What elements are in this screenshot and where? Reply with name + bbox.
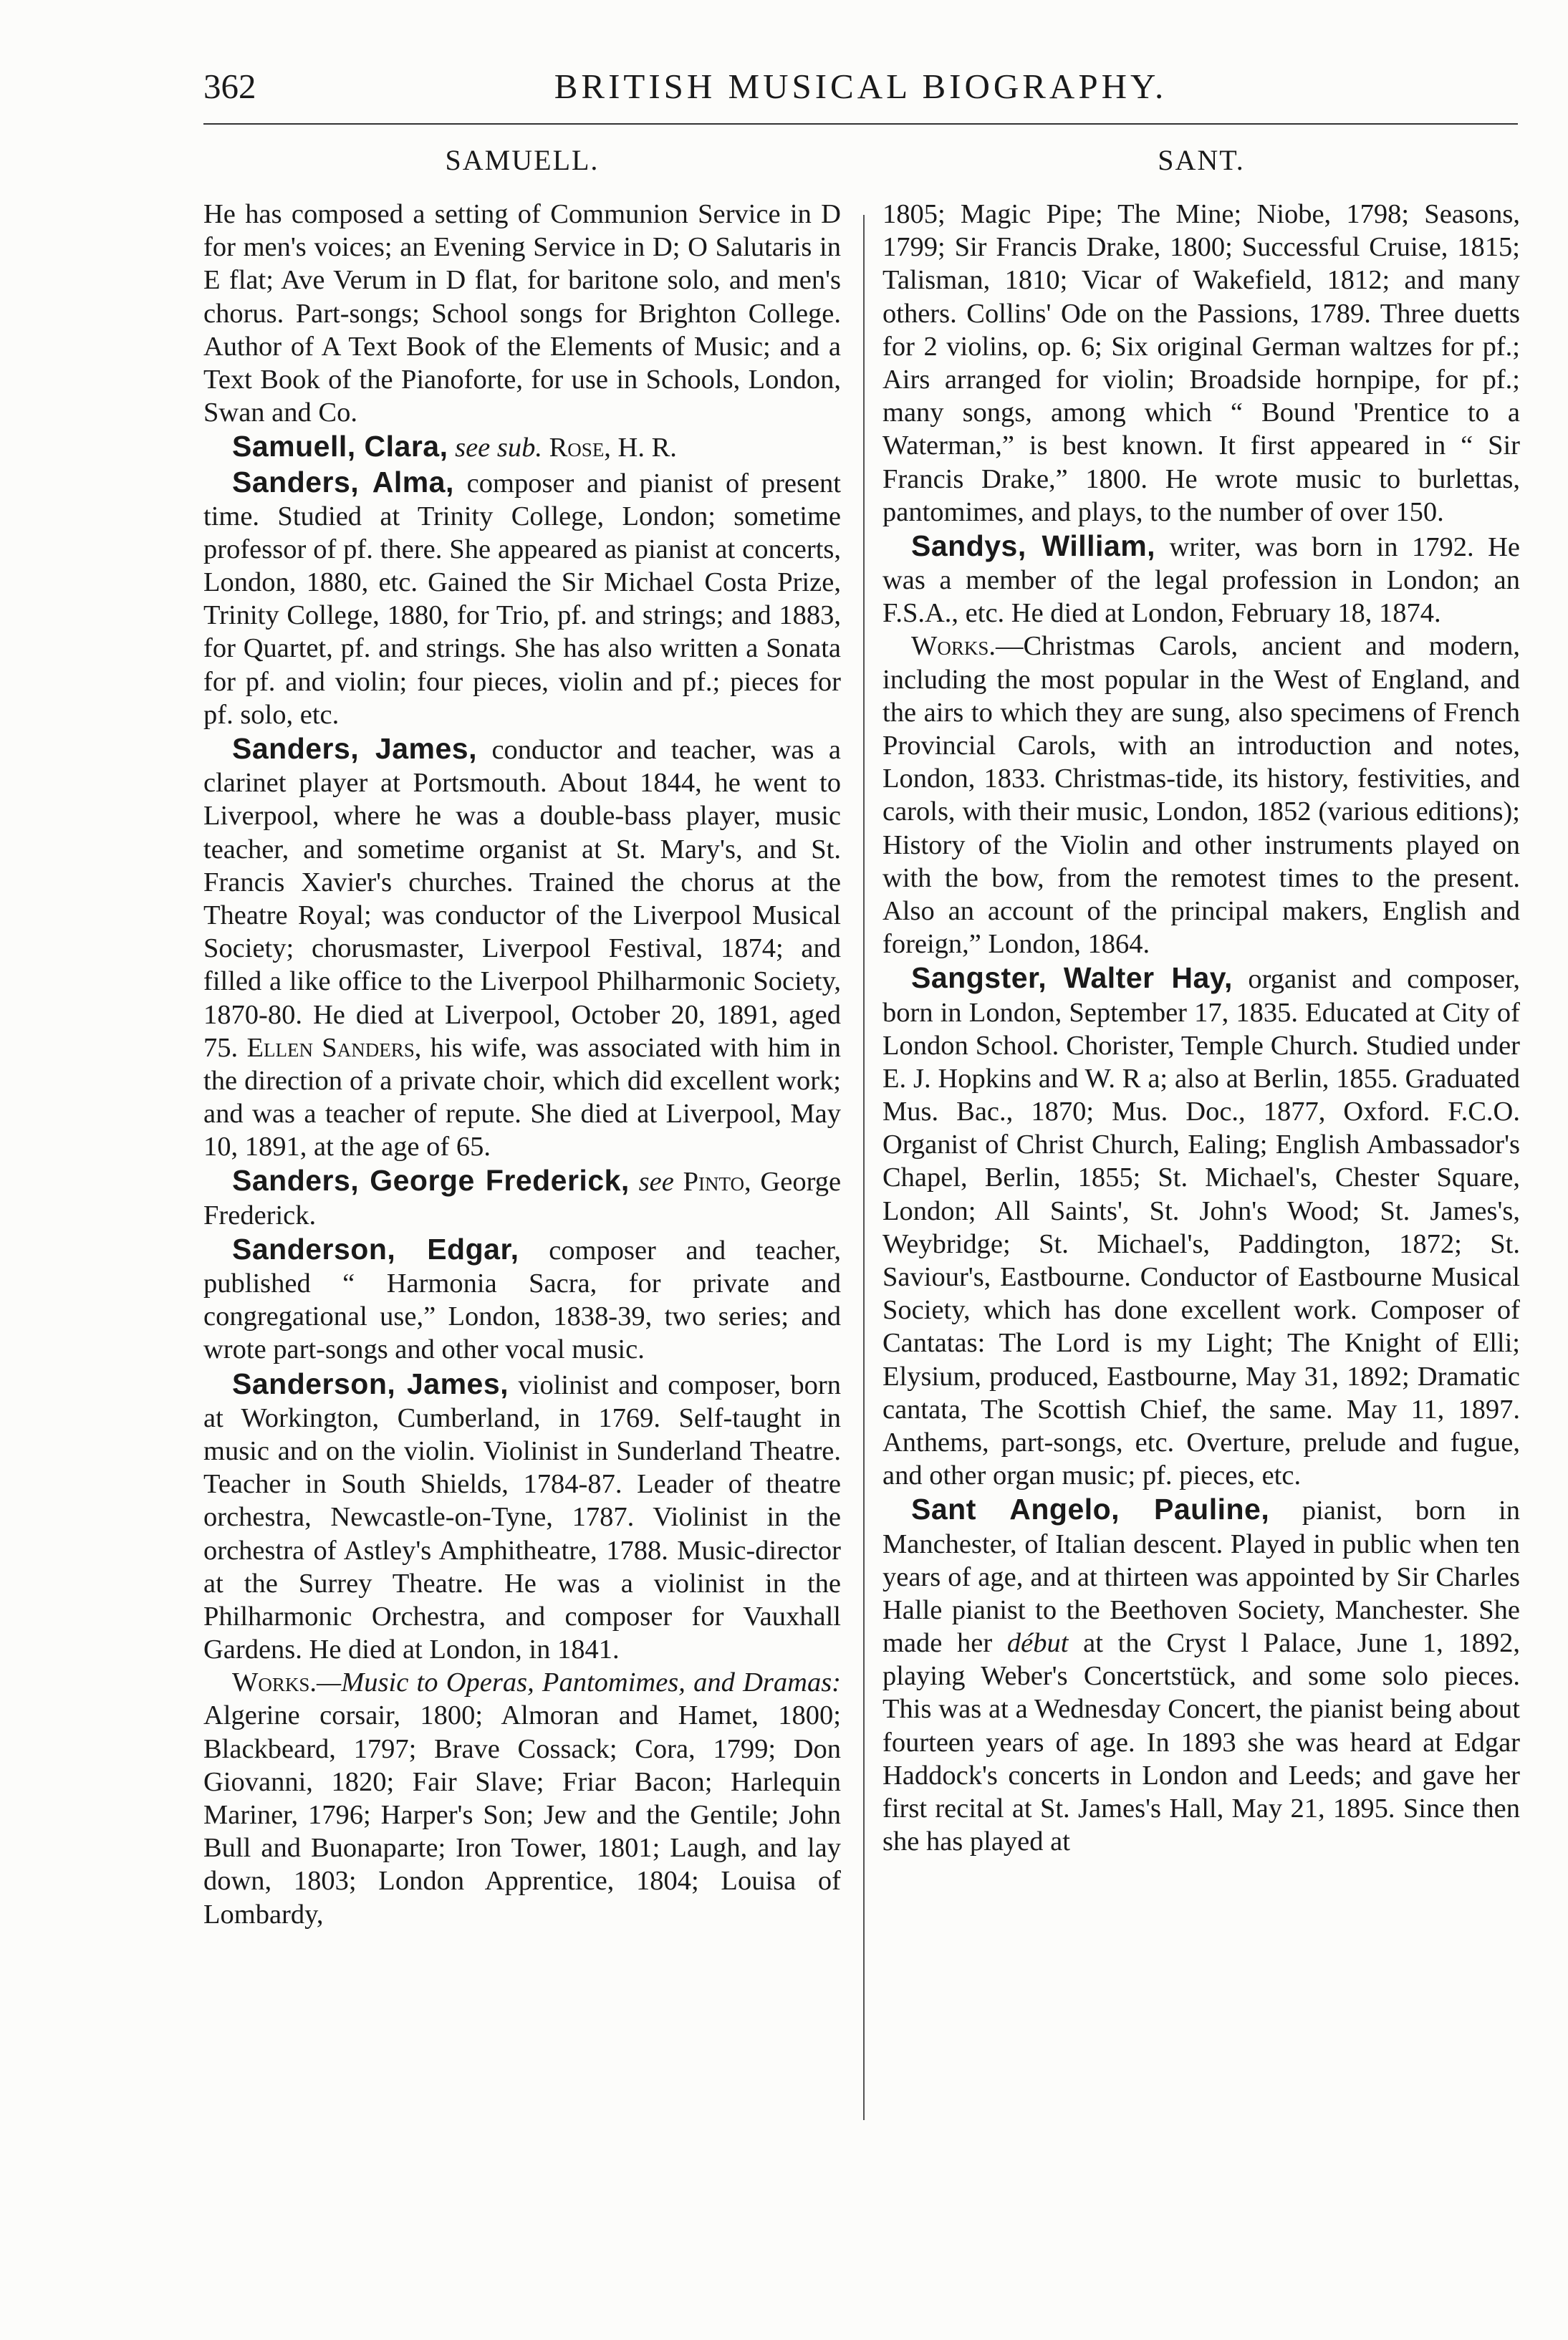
entry-sanders-james <box>203 731 841 1163</box>
entry-text: organist and composer, born in London, September 17, 1835. Educated at City of London School. Chorister, Temple Church. Studied under E. J. Hopkins and W. R a; also at Berlin, 1855. Graduated Mus. Bac., 1870; Mus. Doc., 1877, Oxford. F.C.O. Organist of Christ Church, Ealing; English Ambassador's Chapel, Berlin, 1855; St. Michael's, Chester Square, London; All Saints', St. John's Wood; St. James's, Weybridge; St. Michael's, Paddington, 1872; St. Saviour's, Eastbourne. Conductor of Eastbourne Musical Society, which has done excellent work. Composer of Cantatas: The Lord is my Light; The Knight of Elli; Elysium, produced, Eastbourne, May 31, 1892; Dramatic cantata, The Scottish Chief, the same. May 11, 1897. Anthems, part-songs, etc. Overture, prelude and fugue, and other organ music; pf. pieces, etc. <box>882 964 1520 1491</box>
continued-entry-text: He has composed a setting of Communion Service in D for men's voices; an Evening Service in D; O Salutaris in E flat; Ave Verum in D flat, for baritone solo, and men's chorus. Part-songs; School songs for Brighton College. Author of A Text Book of the Elements of Music; and a Text Book of the Pianoforte, for use in Schools, London, Swan and Co. <box>203 199 841 428</box>
entry-text: violinist and composer, born at Workington, Cumberland, in 1769. Self-taught in music and on the violin. Violinist in Sunderland Theatre. Teacher in South Shields, 1784-87. Leader of theatre orchestra, Newcastle-on-Tyne, 1787. Violinist in the orchestra of Astley's Amphitheatre, 1788. Music-director at the Surrey Theatre. He was a violinist in the Philharmonic Orchestra, and composer for Vauxhall Gardens. He died at London, in 1841. <box>203 1369 841 1665</box>
entry-text: composer and teacher, published “ Harmonia Sacra, for private and congregational use,” London, 1838-39, two series; and wrote part-songs and other vocal music. <box>203 1235 841 1365</box>
entry-headword: Sanders, James, <box>232 732 477 765</box>
works-list: Algerine corsair, 1800; Almoran and Hamet, 1800; Blackbeard, 1797; Brave Cossack; Cora, 1799; Don Giovanni, 1820; Fair Slave; Friar Bacon; Harlequin Mariner, 1796; Harper's Son; Jew and the Gentile; John Bull and Buonaparte; Iron Tower, 1801; Laugh, and lay down, 1803; London Apprentice, 1804; Louisa of Lombardy, <box>203 1700 841 1930</box>
entry-sanders-george-frederick <box>203 1163 841 1231</box>
entry-sanders-alma <box>203 465 841 732</box>
entry-headword: Sandys, William, <box>911 529 1156 562</box>
entry-text-continued: at the Cryst l Palace, June 1, 1892, playing Weber's Concertstück, and some solo pieces. This was at a Wednesday Concert, the pianist being about fourteen years of age. In 1893 she was heard at Edgar Haddock's concerts in London and Leeds; and gave her first recital at St. James's Hall, May 21, 1895. Since then she has played at <box>882 1628 1521 1857</box>
page-header <box>203 66 1518 123</box>
cross-reference-see: see sub. <box>455 433 542 463</box>
entry-text: conductor and teacher, was a clarinet player at Portsmouth. About 1844, he went to Liverpool, where he was a double-bass player, music teacher, and sometime organist at St. Mary's, and St. Francis Xavier's churches. Trained the chorus at the Theatre Royal; was conductor of the Liverpool Musical Society; chorusmaster, Liverpool Festival, 1874; and filled a like office to the Liverpool Philharmonic Society, 1870-80. He died at Liverpool, October 20, 1891, aged 75. <box>203 735 842 1063</box>
works-label: Works. <box>911 631 996 662</box>
continued-works-list: 1805; Magic Pipe; The Mine; Niobe, 1798; Seasons, 1799; Sir Francis Drake, 1800; Successful Cruise, 1815; Talisman, 1810; Vicar of Wakefield, 1812; and many others. Collins' Ode on the Passions, 1789. Three duetts for 2 violins, op. 6; Six original German waltzes for pf.; Airs arranged for violin; Broadside hornpipe, for pf.; many songs, among which “ Bound 'Prentice to a Waterman,” is best known. It first appeared in “ Sir Francis Drake,” 1800. He wrote music to burlettas, pantomimes, and plays, to the number of over 150. <box>882 199 1520 527</box>
page-number: 362 <box>203 67 256 106</box>
entry-text: writer, was born in 1792. He was a member of the legal profession in London; an F.S.A., etc. He died at London, February 18, 1874. <box>882 531 1521 629</box>
running-title: BRITISH MUSICAL BIOGRAPHY. <box>554 67 1168 106</box>
entry-headword: Sanderson, Edgar, <box>232 1232 519 1266</box>
cross-reference-target: Pinto, <box>683 1167 751 1198</box>
entry-text: pianist, born in Manchester, of Italian descent. Played in public when ten years of age, and at thirteen was appointed by Sir Charles Halle pianist to the Beethoven Society, Manchester. She made her <box>882 1496 1520 1659</box>
right-column <box>882 143 1520 1858</box>
related-person-name: Ellen Sanders, <box>246 1032 422 1063</box>
cross-reference-see: see <box>638 1167 674 1198</box>
entry-text: George Frederick. <box>203 1167 842 1231</box>
entry-samuell-clara <box>203 429 841 464</box>
entry-headword: Samuell, Clara, <box>232 430 448 463</box>
right-column-heading: SANT. <box>1158 144 1245 176</box>
works-sandys-william <box>882 630 1520 960</box>
entry-text: composer and pianist of present time. Studied at Trinity College, London; sometime professor of pf. there. She appeared as pianist at concerts, London, 1880, etc. Gained the Sir Michael Costa Prize, Trinity College, 1880, for Trio, pf. and strings; and 1883, for Quartet, pf. and strings. She has also written a Sonata for pf. and violin; four pieces, violin and pf.; pieces for pf. solo, etc. <box>203 468 841 730</box>
header-rule <box>203 123 1518 125</box>
entry-text-continued: his wife, was associated with him in the direction of a private choir, which did excellent work; and was a teacher of repute. She died at Liverpool, May 10, 1891, at the age of 65. <box>203 1032 842 1162</box>
works-list: —Christmas Carols, ancient and modern, including the most popular in the West of England, and the airs to which they are sung, also specimens of French Provincial Carols, with an introduction and notes, London, 1833. Christmas-tide, its history, festivities, and carols, with their music, London, 1852 (various editions); History of the Violin and other instruments played on with the bow, from the remotest times to the present. Also an account of the principal makers, English and foreign,” London, 1864. <box>882 631 1520 960</box>
entry-sanderson-james <box>203 1367 841 1667</box>
left-column <box>203 143 841 1931</box>
cross-reference-target: Rose, H. R. <box>549 433 677 463</box>
entry-headword: Sanderson, James, <box>232 1367 509 1400</box>
entry-headword: Sangster, Walter Hay, <box>911 961 1233 995</box>
left-column-heading: SAMUELL. <box>445 144 600 176</box>
entry-sangster-walter-hay <box>882 960 1520 1492</box>
entry-headword: Sanders, Alma, <box>232 465 454 499</box>
entry-headword: Sanders, George Frederick, <box>232 1164 630 1198</box>
entry-headword: Sant Angelo, Pauline, <box>911 1493 1270 1526</box>
column-divider <box>863 215 865 2120</box>
entry-sant-angelo-pauline <box>882 1492 1520 1858</box>
entry-sandys-william <box>882 529 1520 630</box>
italic-term: début <box>1006 1628 1069 1659</box>
works-sanderson-james <box>203 1666 841 1931</box>
entry-sanderson-edgar <box>203 1232 841 1367</box>
works-label: Works. <box>232 1667 317 1698</box>
works-italic-heading: —Music to Operas, Pantomimes, and Dramas: <box>317 1667 841 1698</box>
